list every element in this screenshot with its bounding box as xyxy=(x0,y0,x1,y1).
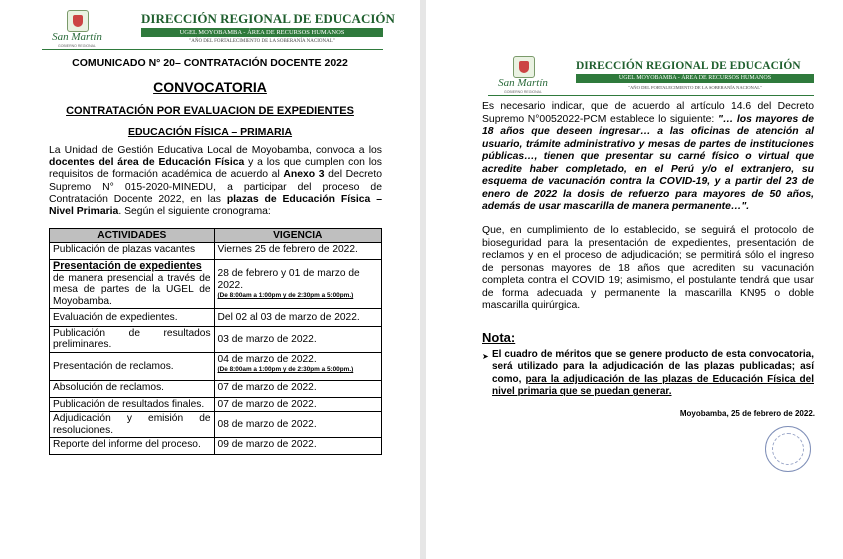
header-activities: ACTIVIDADES xyxy=(50,229,215,243)
bullet-icon: ➤ xyxy=(482,352,489,361)
letterhead xyxy=(426,52,843,98)
nota-title: Nota: xyxy=(482,330,516,345)
header-vigencia: VIGENCIA xyxy=(214,229,381,243)
paragraph-bioseguridad: Que, en cumplimiento de lo establecido, se seguirá el protocolo de bioseguridad para la presentación de expedientes, presentación de reclamos y en el proceso de adjudicación; se permitirá sólo el ingreso de personas mayores de 18 años que acrediten su vacunación completa contra el COVID 19; asimismo, el postulante tendrá que usar de forma adecuada y permanente la mascarilla KN95 o doble mascarilla quirúrgica. xyxy=(482,225,814,311)
emblem-icon xyxy=(513,56,535,78)
table-row: Publicación de resultados preliminares. 03 de marzo de 2022. xyxy=(50,327,382,353)
emblem-icon xyxy=(67,10,89,32)
header-rule xyxy=(42,49,383,50)
nota-text: El cuadro de méritos que se genere producto de esta convocatoria, será utilizado para la adjudicación de las plazas publicadas; así como, para la adjudicación de las plazas de Educación Física del nivel primaria que se puedan generar. xyxy=(492,349,814,398)
table-row: Publicación de resultados finales. 07 de marzo de 2022. xyxy=(50,397,382,411)
table-row: Evaluación de expedientes. Del 02 al 03 de marzo de 2022. xyxy=(50,309,382,327)
convocatoria-heading: CONVOCATORIA xyxy=(153,79,267,95)
date-line: Moyobamba, 25 de febrero de 2022. xyxy=(679,409,815,418)
table-row: Presentación de reclamos. 04 de marzo de 2022. (De 8:00am a 1:00pm y de 2:30pm a 5:00pm.) xyxy=(50,352,382,380)
letterhead xyxy=(0,8,420,54)
year-motto: "AÑO DEL FORTALECIMIENTO DE LA SOBERANÍA NACIONAL" xyxy=(628,85,762,90)
year-motto: "AÑO DEL FORTALECIMIENTO DE LA SOBERANÍA NACIONAL" xyxy=(189,39,335,44)
official-seal-icon xyxy=(765,426,811,472)
subtitle: CONTRATACIÓN POR EVALUACION DE EXPEDIENTES xyxy=(66,105,354,117)
paragraph-decreto: Es necesario indicar, que de acuerdo al artículo 14.6 del Decreto Supremo N°0052022-PCM establece lo siguiente: "… los mayores de 18 años que deseen ingresar… a las oficinas de atención al usuario, trámite administrativo y mesas de partes de instituciones públicas…, tienen que presentar su carné físico o virtual que acredite haber completado, en el Perú y/o el extranjero, su esquema de vacunación contra la COVID-19, y a partir del 23 de enero de 2022 la dosis de refuerzo para mayores de 50 años, además de usar mascarilla de manera permanente…". xyxy=(482,101,814,212)
letterhead-band: UGEL MOYOBAMBA - ÁREA DE RECURSOS HUMANOS xyxy=(576,74,814,83)
intro-paragraph: La Unidad de Gestión Educativa Local de Moyobamba, convoca a los docentes del área de Educación Física y a los que cumplen con los requisitos de formación académica de acuerdo al Anexo 3 del Decreto Supremo N° 015-2020-MINEDU, a participar del proceso de Contratación Docente 2022, en las plazas de Educación Física – Nivel Primaria. Según el siguiente cronograma: xyxy=(49,145,383,218)
document-page-1 xyxy=(0,0,420,559)
table-row: Reporte del informe del proceso. 09 de marzo de 2022. xyxy=(50,438,382,455)
san-martin-logo: San Martín GOBIERNO REGIONAL xyxy=(42,10,112,50)
comunicado-title: COMUNICADO N° 20– CONTRATACIÓN DOCENTE 2022 xyxy=(72,57,348,69)
table-row: Adjudicación y emisión de resoluciones. 08 de marzo de 2022. xyxy=(50,412,382,438)
area-title: EDUCACIÓN FÍSICA – PRIMARIA xyxy=(127,126,293,138)
document-page-2 xyxy=(426,0,843,559)
table-row: Presentación de expedientes de manera presencial a través de mesa de partes de la UGEL de Moyobamba. 28 de febrero y 01 de marzo de 2022. (De 8:00am a 1:00pm y de 2:30pm a 5:00pm.) xyxy=(50,260,382,309)
san-martin-logo: San Martín GOBIERNO REGIONAL xyxy=(488,56,558,96)
table-row: Publicación de plazas vacantes Viernes 25 de febrero de 2022. xyxy=(50,243,382,260)
letterhead-title: DIRECCIÓN REGIONAL DE EDUCACIÓN xyxy=(141,11,395,26)
schedule-table xyxy=(49,228,382,455)
table-header-row xyxy=(50,229,382,243)
letterhead-title: DIRECCIÓN REGIONAL DE EDUCACIÓN xyxy=(576,60,801,72)
table-row: Absolución de reclamos. 07 de marzo de 2022. xyxy=(50,380,382,397)
letterhead-band: UGEL MOYOBAMBA - ÁREA DE RECURSOS HUMANOS xyxy=(141,28,383,37)
header-rule xyxy=(488,95,814,96)
